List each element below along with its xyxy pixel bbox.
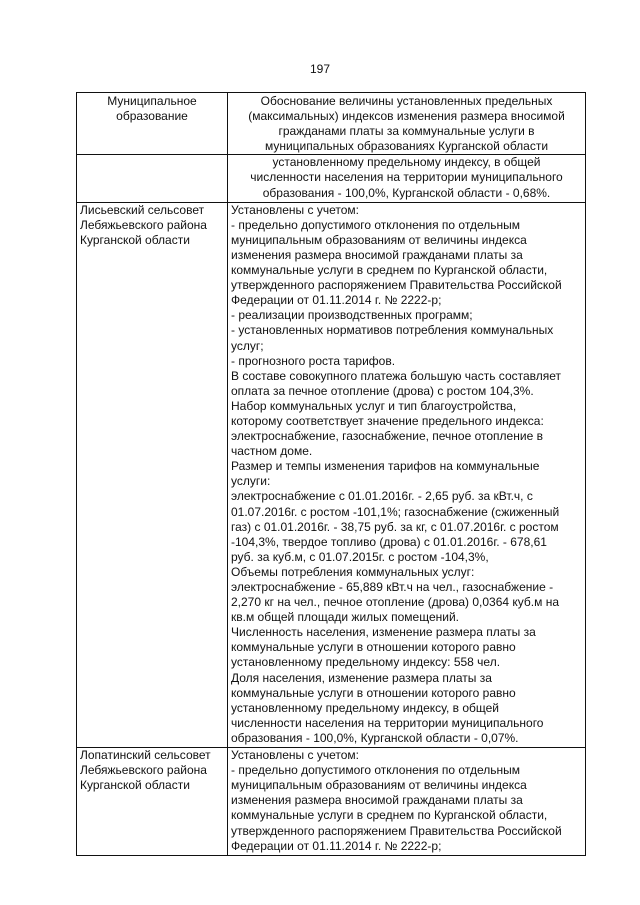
text-line: Объемы потребления коммунальных услуг: [231, 564, 475, 579]
text-line: 2,270 кг на чел., печное отопление (дрова) 0,0364 куб.м на [231, 595, 560, 610]
header-municipality: Муниципальное образование [77, 93, 228, 155]
text-line: Установлены с учетом: [231, 748, 359, 763]
text-line: муниципальным образованиям от величины индекса [231, 232, 527, 247]
text-line: Федерации от 01.11.2014 г. № 2222-р; [231, 838, 442, 853]
text-line: Федерации от 01.11.2014 г. № 2222-р; [231, 293, 442, 308]
text-line: газ) с 01.01.2016г. - 38,75 руб. за кг, с 01.07.2016г. с ростом [231, 519, 559, 534]
municipality-name-line: Лебяжьевского района [80, 763, 207, 778]
justification-cell [228, 748, 586, 856]
text-line: изменения размера вносимой гражданами платы за [231, 247, 523, 262]
text-line: электроснабжение, газоснабжение, печное отопление в [231, 429, 543, 444]
text-line: В составе совокупного платежа большую часть составляет [231, 368, 562, 383]
justification-cell [228, 202, 586, 747]
text-line: установленному предельному индексу: 558 чел. [231, 655, 501, 670]
text-line: Доля населения, изменение размера платы за [231, 670, 492, 685]
municipality-name-line: Курганской области [80, 778, 190, 793]
municipality-name-line: Курганской области [80, 232, 190, 247]
text-line: установленному предельному индексу, в общей [231, 700, 499, 715]
text-line: коммунальные услуги в среднем по Курганской области, [231, 263, 548, 278]
header-line: гражданами платы за коммунальные услуги в [278, 124, 535, 139]
text-line: коммунальные услуги в среднем по Курганской области, [231, 808, 548, 823]
table-header-row [77, 93, 586, 155]
text-line: установленному предельному индексу, в общей [272, 155, 541, 170]
text-line: образования - 100,0%, Курганской области - 0,68%. [262, 185, 551, 200]
justification-table [76, 92, 586, 856]
text-line: - прогнозного роста тарифов. [231, 353, 396, 368]
text-line: которому соответствует значение предельного индекса: [231, 413, 544, 428]
text-line: муниципальным образованиям от величины индекса [231, 778, 527, 793]
text-line: коммунальные услуги в отношении которого равно [231, 640, 516, 655]
text-line: услуги: [231, 474, 271, 489]
table-row [77, 202, 586, 747]
text-line: оплата за печное отопление (дрова) с ростом 104,3%. [231, 383, 534, 398]
text-line: электроснабжение - 65,889 кВт.ч на чел., газоснабжение - [231, 580, 554, 594]
text-line: услуг; [231, 338, 264, 353]
header-justification [228, 93, 586, 155]
table-row-continuation [77, 155, 586, 202]
text-line: коммунальные услуги в отношении которого равно [231, 685, 516, 700]
text-line: изменения размера вносимой гражданами платы за [231, 793, 523, 808]
text-line: руб. за куб.м, с 01.07.2015г. с ростом -104,3%, [231, 549, 489, 564]
text-line: численности населения на территории муниципального [250, 170, 563, 185]
municipality-name-line: Лопатинский сельсовет [80, 748, 211, 763]
text-line: кв.м общей площади жилых помещений. [231, 610, 459, 625]
header-line: муниципальных образованиях Курганской области [264, 139, 549, 154]
municipality-name-line: Лебяжьевского района [80, 217, 207, 232]
continuation-municipality-cell [77, 155, 228, 202]
municipality-cell [77, 202, 228, 747]
text-line: Установлены с учетом: [231, 202, 359, 217]
text-line: утвержденного распоряжением Правительства Российской [231, 823, 562, 838]
text-line: образования - 100,0%, Курганской области - 0,07%. [231, 730, 519, 745]
text-line: утвержденного распоряжением Правительства Российской [231, 278, 562, 293]
text-line: - установленных нормативов потребления коммунальных [231, 323, 554, 338]
municipality-name-line: Лисьевский сельсовет [80, 202, 205, 217]
municipality-cell [77, 748, 228, 856]
text-line: частном доме. [231, 444, 313, 459]
continuation-text-cell [228, 155, 586, 202]
page-number: 197 [309, 62, 331, 76]
table-row [77, 748, 586, 856]
text-line: 01.07.2016г. с ростом -101,1%; газоснабжение (сжиженный [231, 504, 560, 519]
text-line: численности населения на территории муниципального [231, 715, 544, 730]
header-line: (максимальных) индексов изменения размера вносимой [248, 109, 565, 124]
text-line: Размер и темпы изменения тарифов на коммунальные [231, 459, 540, 474]
text-line: электроснабжение с 01.01.2016г. - 2,65 руб. за кВт.ч, с [231, 489, 533, 504]
text-line: - реализации производственных программ; [231, 308, 473, 323]
text-line: Численность населения, изменение размера платы за [231, 625, 536, 640]
text-line: Набор коммунальных услуг и тип благоустройства, [231, 398, 517, 413]
text-line: -104,3%, твердое топливо (дрова) с 01.01.2016г. - 678,61 [231, 534, 547, 549]
text-line: - предельно допустимого отклонения по отдельным [231, 217, 520, 232]
text-line: - предельно допустимого отклонения по отдельным [231, 763, 520, 778]
header-line: Обоснование величины установленных предельных [260, 94, 553, 108]
